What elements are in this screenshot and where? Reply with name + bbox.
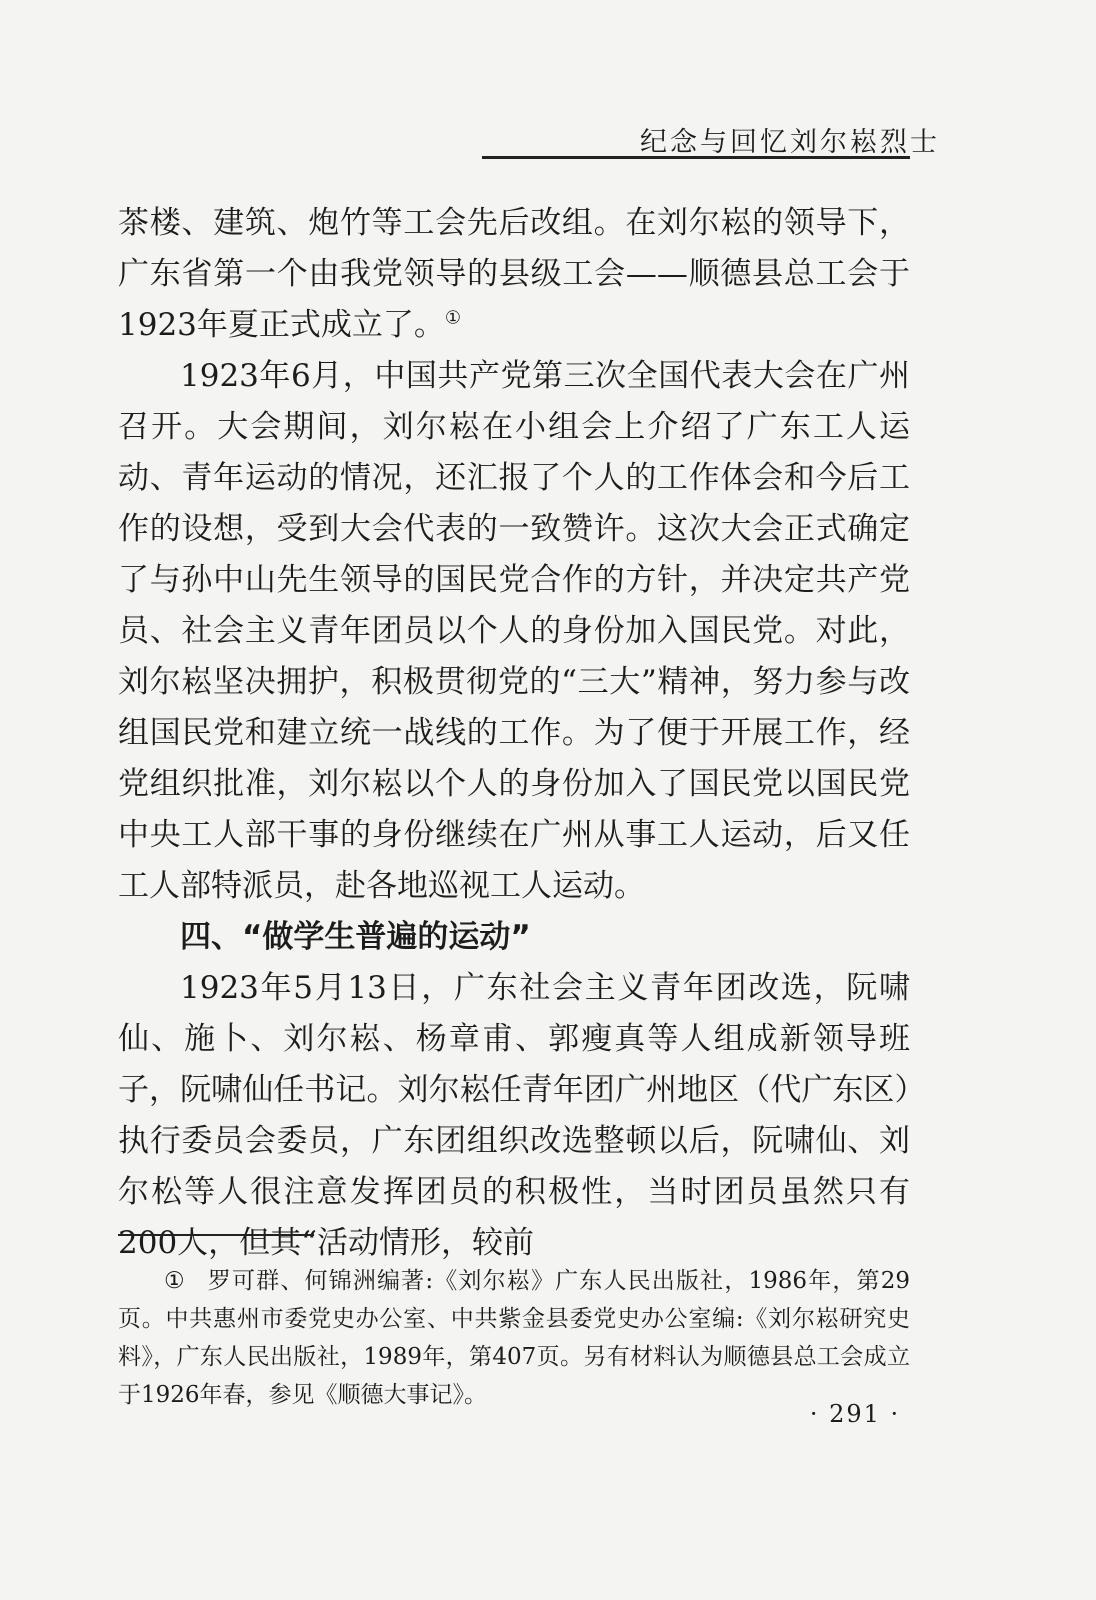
section-heading: 四、“做学生普遍的运动”: [180, 919, 531, 955]
page-number: · 291 ·: [809, 1400, 901, 1428]
running-header: 纪念与回忆刘尔崧烈士: [640, 127, 940, 158]
footnotes: [118, 1262, 910, 1414]
paragraph-3: 1923年5月13日，广东社会主义青年团改选，阮啸仙、施卜、刘尔崧、杨章甫、郭瘦真等人组成新领导班子，阮啸仙任书记。刘尔崧任青年团广州地区（代广东区）执行委员会委员，广东团组织改选整顿以后，阮啸仙、刘尔松等人很注意发挥团员的积极性，当时团员虽然只有200人，但其“活动情形，较前: [118, 970, 910, 1261]
footnote-1: [118, 1262, 910, 1414]
footnote-mark: ①: [164, 1268, 186, 1294]
header-rule: [482, 156, 910, 159]
footnote-text: 罗可群、何锦洲编著:《刘尔崧》广东人民出版社，1986年，第29页。中共惠州市委党史办公室、中共紫金县委党史办公室编:《刘尔崧研究史料》，广东人民出版社，1989年，第407页。另有材料认为顺德县总工会成立于1926年春，参见《顺德大事记》。: [118, 1268, 910, 1408]
footnote-reference: ①: [444, 307, 462, 329]
paragraph-1: [118, 198, 910, 351]
footnote-rule: [118, 1234, 314, 1236]
paragraph-2: 1923年6月，中国共产党第三次全国代表大会在广州召开。大会期间，刘尔崧在小组会上介绍了广东工人运动、青年运动的情况，还汇报了个人的工作体会和今后工作的设想，受到大会代表的一致赞许。这次大会正式确定了与孙中山先生领导的国民党合作的方针，并决定共产党员、社会主义青年团员以个人的身份加入国民党。对此，刘尔崧坚决拥护，积极贯彻党的“三大”精神，努力参与改组国民党和建立统一战线的工作。为了便于开展工作，经党组织批准，刘尔崧以个人的身份加入了国民党以国民党中央工人部干事的身份继续在广州从事工人运动，后又任工人部特派员，赴各地巡视工人运动。: [118, 358, 910, 904]
paragraph-1-text: 茶楼、建筑、炮竹等工会先后改组。在刘尔崧的领导下，广东省第一个由我党领导的县级工会——顺德县总工会于1923年夏正式成立了。: [118, 205, 910, 343]
body-text: [118, 198, 910, 1269]
